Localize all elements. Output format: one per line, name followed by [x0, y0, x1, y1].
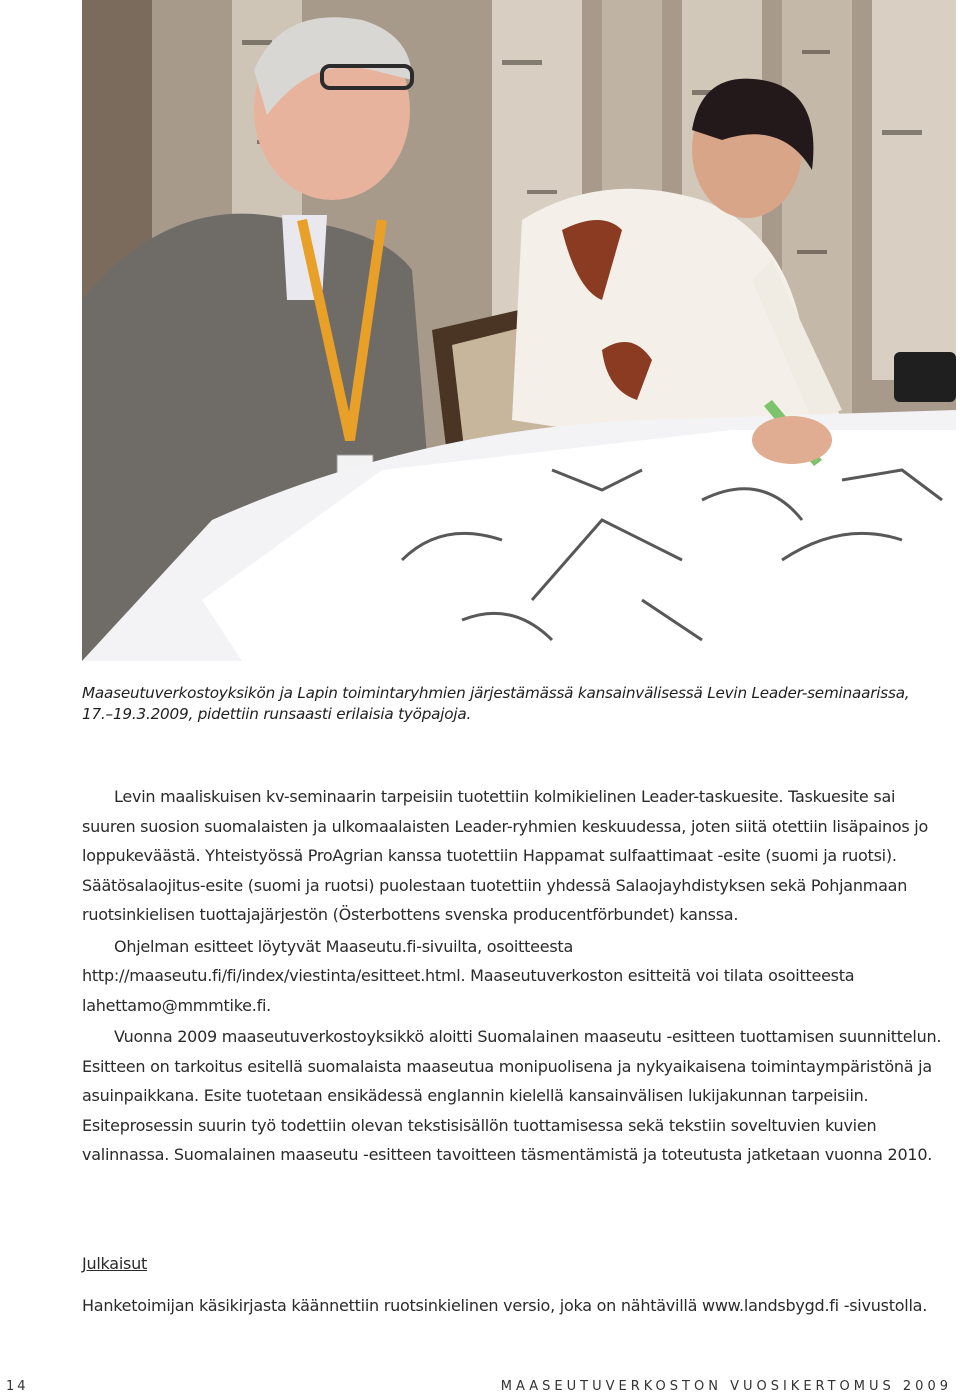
section-paragraph: Hanketoimijan käsikirjasta käännettiin ruotsinkielinen versio, joka on nähtävillä www.landsbygd.fi -sivustolla.	[82, 1295, 928, 1315]
page-number: 14	[6, 1379, 29, 1394]
paragraph-1: Levin maaliskuisen kv-seminaarin tarpeisiin tuotettiin kolmikielinen Leader-taskuesite. Taskuesite sai suuren suosion suomalaisten ja ulkomaalaisten Leader-ryhmien keskuudessa, joten siitä otettiin lisäpainos jo loppukeväästä. Yhteistyössä ProAgrian kanssa tuotettiin Happamat sulfaattimaat -esite (suomi ja ruotsi). Säätösalaojitus-esite (suomi ja ruotsi) puolestaan tuotettiin yhdessä Salaojayhdistyksen sekä Pohjanmaan ruotsinkielisen tuottajajärjestön (Österbottens svenska producentförbundet) kanssa.	[82, 787, 929, 924]
publications-section	[82, 1249, 950, 1320]
footer-title: MAASEUTUVERKOSTON VUOSIKERTOMUS 2009	[500, 1379, 952, 1394]
paragraph-3: Vuonna 2009 maaseutuverkostoyksikkö aloitti Suomalainen maaseutu -esitteen tuottamisen suunnittelun. Esitteen on tarkoitus esitellä suomalaista maaseutua monipuolisena ja nykyaikaisena toimintaympäristönä ja asuinpaikkana. Esite tuotetaan ensikädessä englannin kielellä kansainvälisen lukijakunnan tarpeisiin. Esiteprosessin suurin työ todettiin olevan tekstisisällön tuottamisessa sekä tekstiin soveltuvien kuvien valinnassa. Suomalainen maaseutu -esitteen tavoitteen täsmentämistä ja toteutusta jatketaan vuonna 2010.	[82, 1027, 942, 1164]
seminar-photo-graphic	[82, 0, 956, 661]
seminar-photo	[82, 0, 956, 661]
section-heading: Julkaisut	[82, 1254, 148, 1273]
photo-caption: Maaseutuverkostoyksikön ja Lapin toimintaryhmien järjestämässä kansainvälisessä Levin Leader-seminaarissa, 17.–19.3.2009, pidettiin runsaasti erilaisia työpajoja.	[82, 684, 910, 723]
body-text	[82, 782, 950, 1170]
paragraph-2: Ohjelman esitteet löytyvät Maaseutu.fi-sivuilta, osoitteesta http://maaseutu.fi/fi/index/viestinta/esitteet.html. Maaseutuverkoston esitteitä voi tilata osoitteesta lahettamo@mmmtike.fi.	[82, 936, 855, 1015]
